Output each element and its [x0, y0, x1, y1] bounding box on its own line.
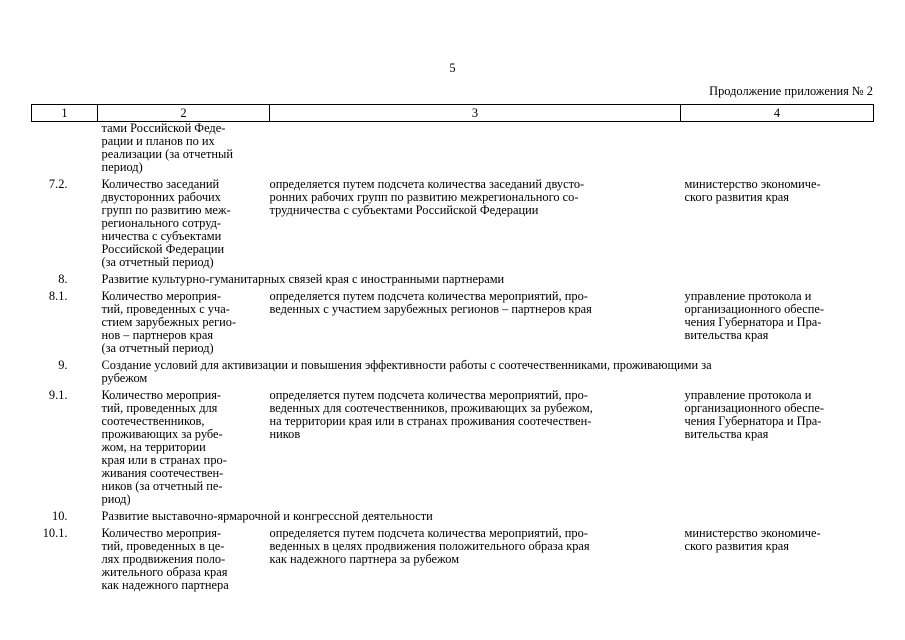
text-line: трудничества с субъектами Российской Федерации	[269, 203, 539, 217]
calculation-method	[270, 178, 681, 273]
table-row	[32, 178, 874, 273]
text-line: как надежного партнера	[101, 578, 229, 592]
text-line: Развитие культурно-гуманитарных связей края с иностранными партнерами	[101, 272, 505, 286]
text-line: реализации (за отчетный	[101, 147, 233, 161]
calculation-method	[270, 290, 681, 359]
indicators-table	[31, 104, 874, 596]
text-line: управление протокола и	[684, 388, 812, 402]
table-header-row	[32, 105, 874, 122]
calculation-method	[270, 527, 681, 596]
text-line: определяется путем подсчета количества мероприятий, про-	[269, 289, 588, 303]
text-line: проживающих за рубе-	[101, 427, 223, 441]
indicator-name	[98, 122, 270, 179]
text-line: тами Российской Феде-	[101, 121, 226, 135]
text-line: период)	[101, 160, 143, 174]
text-line: вительства края	[684, 328, 769, 342]
row-number: 8.1.	[48, 289, 68, 303]
responsible-body	[681, 527, 874, 596]
text-line: определяется путем подсчета количества мероприятий, про-	[269, 388, 588, 402]
text-line: Количество мероприя-	[101, 526, 222, 540]
table-row	[32, 273, 874, 290]
row-number: 10.	[52, 509, 68, 523]
text-line: тий, проведенных для	[101, 401, 218, 415]
text-line: чения Губернатора и Пра-	[684, 315, 822, 329]
table-row	[32, 527, 874, 596]
text-line: веденных с участием зарубежных регионов – партнеров края	[269, 302, 592, 316]
column-header: 1	[32, 105, 98, 122]
text-line: вительства края	[684, 427, 769, 441]
section-title	[98, 273, 874, 290]
text-line: на территории края или в странах проживания соотечествен-	[269, 414, 592, 428]
column-header: 3	[270, 105, 681, 122]
text-line: определяется путем подсчета количества мероприятий, про-	[269, 526, 588, 540]
row-number: 9.	[58, 358, 68, 372]
text-line: рации и планов по их	[101, 134, 215, 148]
text-line: лях продвижения поло-	[101, 552, 226, 566]
indicator-name	[98, 290, 270, 359]
table-row	[32, 290, 874, 359]
text-line: соотечественников,	[101, 414, 205, 428]
text-line: Создание условий для активизации и повышения эффективности работы с соотечественниками, проживающими за	[101, 358, 712, 372]
text-line: ского развития края	[684, 190, 789, 204]
text-line: Российской Федерации	[101, 242, 225, 256]
calculation-method	[270, 389, 681, 510]
text-line: организационного обеспе-	[684, 302, 825, 316]
section-title	[98, 510, 874, 527]
text-line: живания соотечествен-	[101, 466, 224, 480]
table-row	[32, 389, 874, 510]
row-number: 9.1.	[48, 388, 68, 402]
table-row	[32, 510, 874, 527]
responsible-body	[681, 178, 874, 273]
text-line: Количество заседаний	[101, 177, 220, 191]
text-line: тий, проведенных с уча-	[101, 302, 230, 316]
text-line: министерство экономиче-	[684, 526, 821, 540]
text-line: ников	[269, 427, 301, 441]
calculation-method	[270, 122, 681, 179]
text-line: края или в странах про-	[101, 453, 227, 467]
text-line: ничества с субъектами	[101, 229, 222, 243]
indicator-name	[98, 178, 270, 273]
text-line: жом, на территории	[101, 440, 206, 454]
table-row	[32, 122, 874, 179]
text-line: (за отчетный период)	[101, 341, 214, 355]
text-line: управление протокола и	[684, 289, 812, 303]
text-line: как надежного партнера за рубежом	[269, 552, 460, 566]
text-line: тий, проведенных в це-	[101, 539, 225, 553]
indicator-name	[98, 389, 270, 510]
row-number: 8.	[58, 272, 68, 286]
responsible-body	[681, 389, 874, 510]
text-line: групп по развитию меж-	[101, 203, 231, 217]
text-line: Количество мероприя-	[101, 388, 222, 402]
text-line: организационного обеспе-	[684, 401, 825, 415]
text-line: рубежом	[101, 371, 148, 385]
text-line: регионального сотруд-	[101, 216, 222, 230]
text-line: определяется путем подсчета количества заседаний двусто-	[269, 177, 585, 191]
text-line: нов – партнеров края	[101, 328, 214, 342]
page-number: 5	[449, 61, 456, 75]
text-line: ского развития края	[684, 539, 789, 553]
indicator-name	[98, 527, 270, 596]
text-line: Развитие выставочно-ярмарочной и конгрессной деятельности	[101, 509, 433, 523]
table-body	[32, 122, 874, 597]
row-number: 7.2.	[48, 177, 68, 191]
row-number: 10.1.	[42, 526, 68, 540]
responsible-body	[681, 122, 874, 179]
text-line: чения Губернатора и Пра-	[684, 414, 822, 428]
text-line: Количество мероприя-	[101, 289, 222, 303]
text-line: риод)	[101, 492, 131, 506]
text-line: веденных в целях продвижения положительного образа края	[269, 539, 590, 553]
table-row	[32, 359, 874, 389]
text-line: министерство экономиче-	[684, 177, 821, 191]
text-line: стием зарубежных регио-	[101, 315, 237, 329]
column-header: 2	[98, 105, 270, 122]
section-title	[98, 359, 874, 389]
text-line: веденных для соотечественников, проживающих за рубежом,	[269, 401, 593, 415]
text-line: (за отчетный период)	[101, 255, 214, 269]
responsible-body	[681, 290, 874, 359]
text-line: двусторонних рабочих	[101, 190, 221, 204]
column-header: 4	[681, 105, 874, 122]
text-line: жительного образа края	[101, 565, 228, 579]
continuation-label: Продолжение приложения № 2	[709, 84, 873, 98]
text-line: ников (за отчетный пе-	[101, 479, 223, 493]
row-number	[32, 122, 98, 179]
text-line: ронних рабочих групп по развитию межрегионального со-	[269, 190, 579, 204]
